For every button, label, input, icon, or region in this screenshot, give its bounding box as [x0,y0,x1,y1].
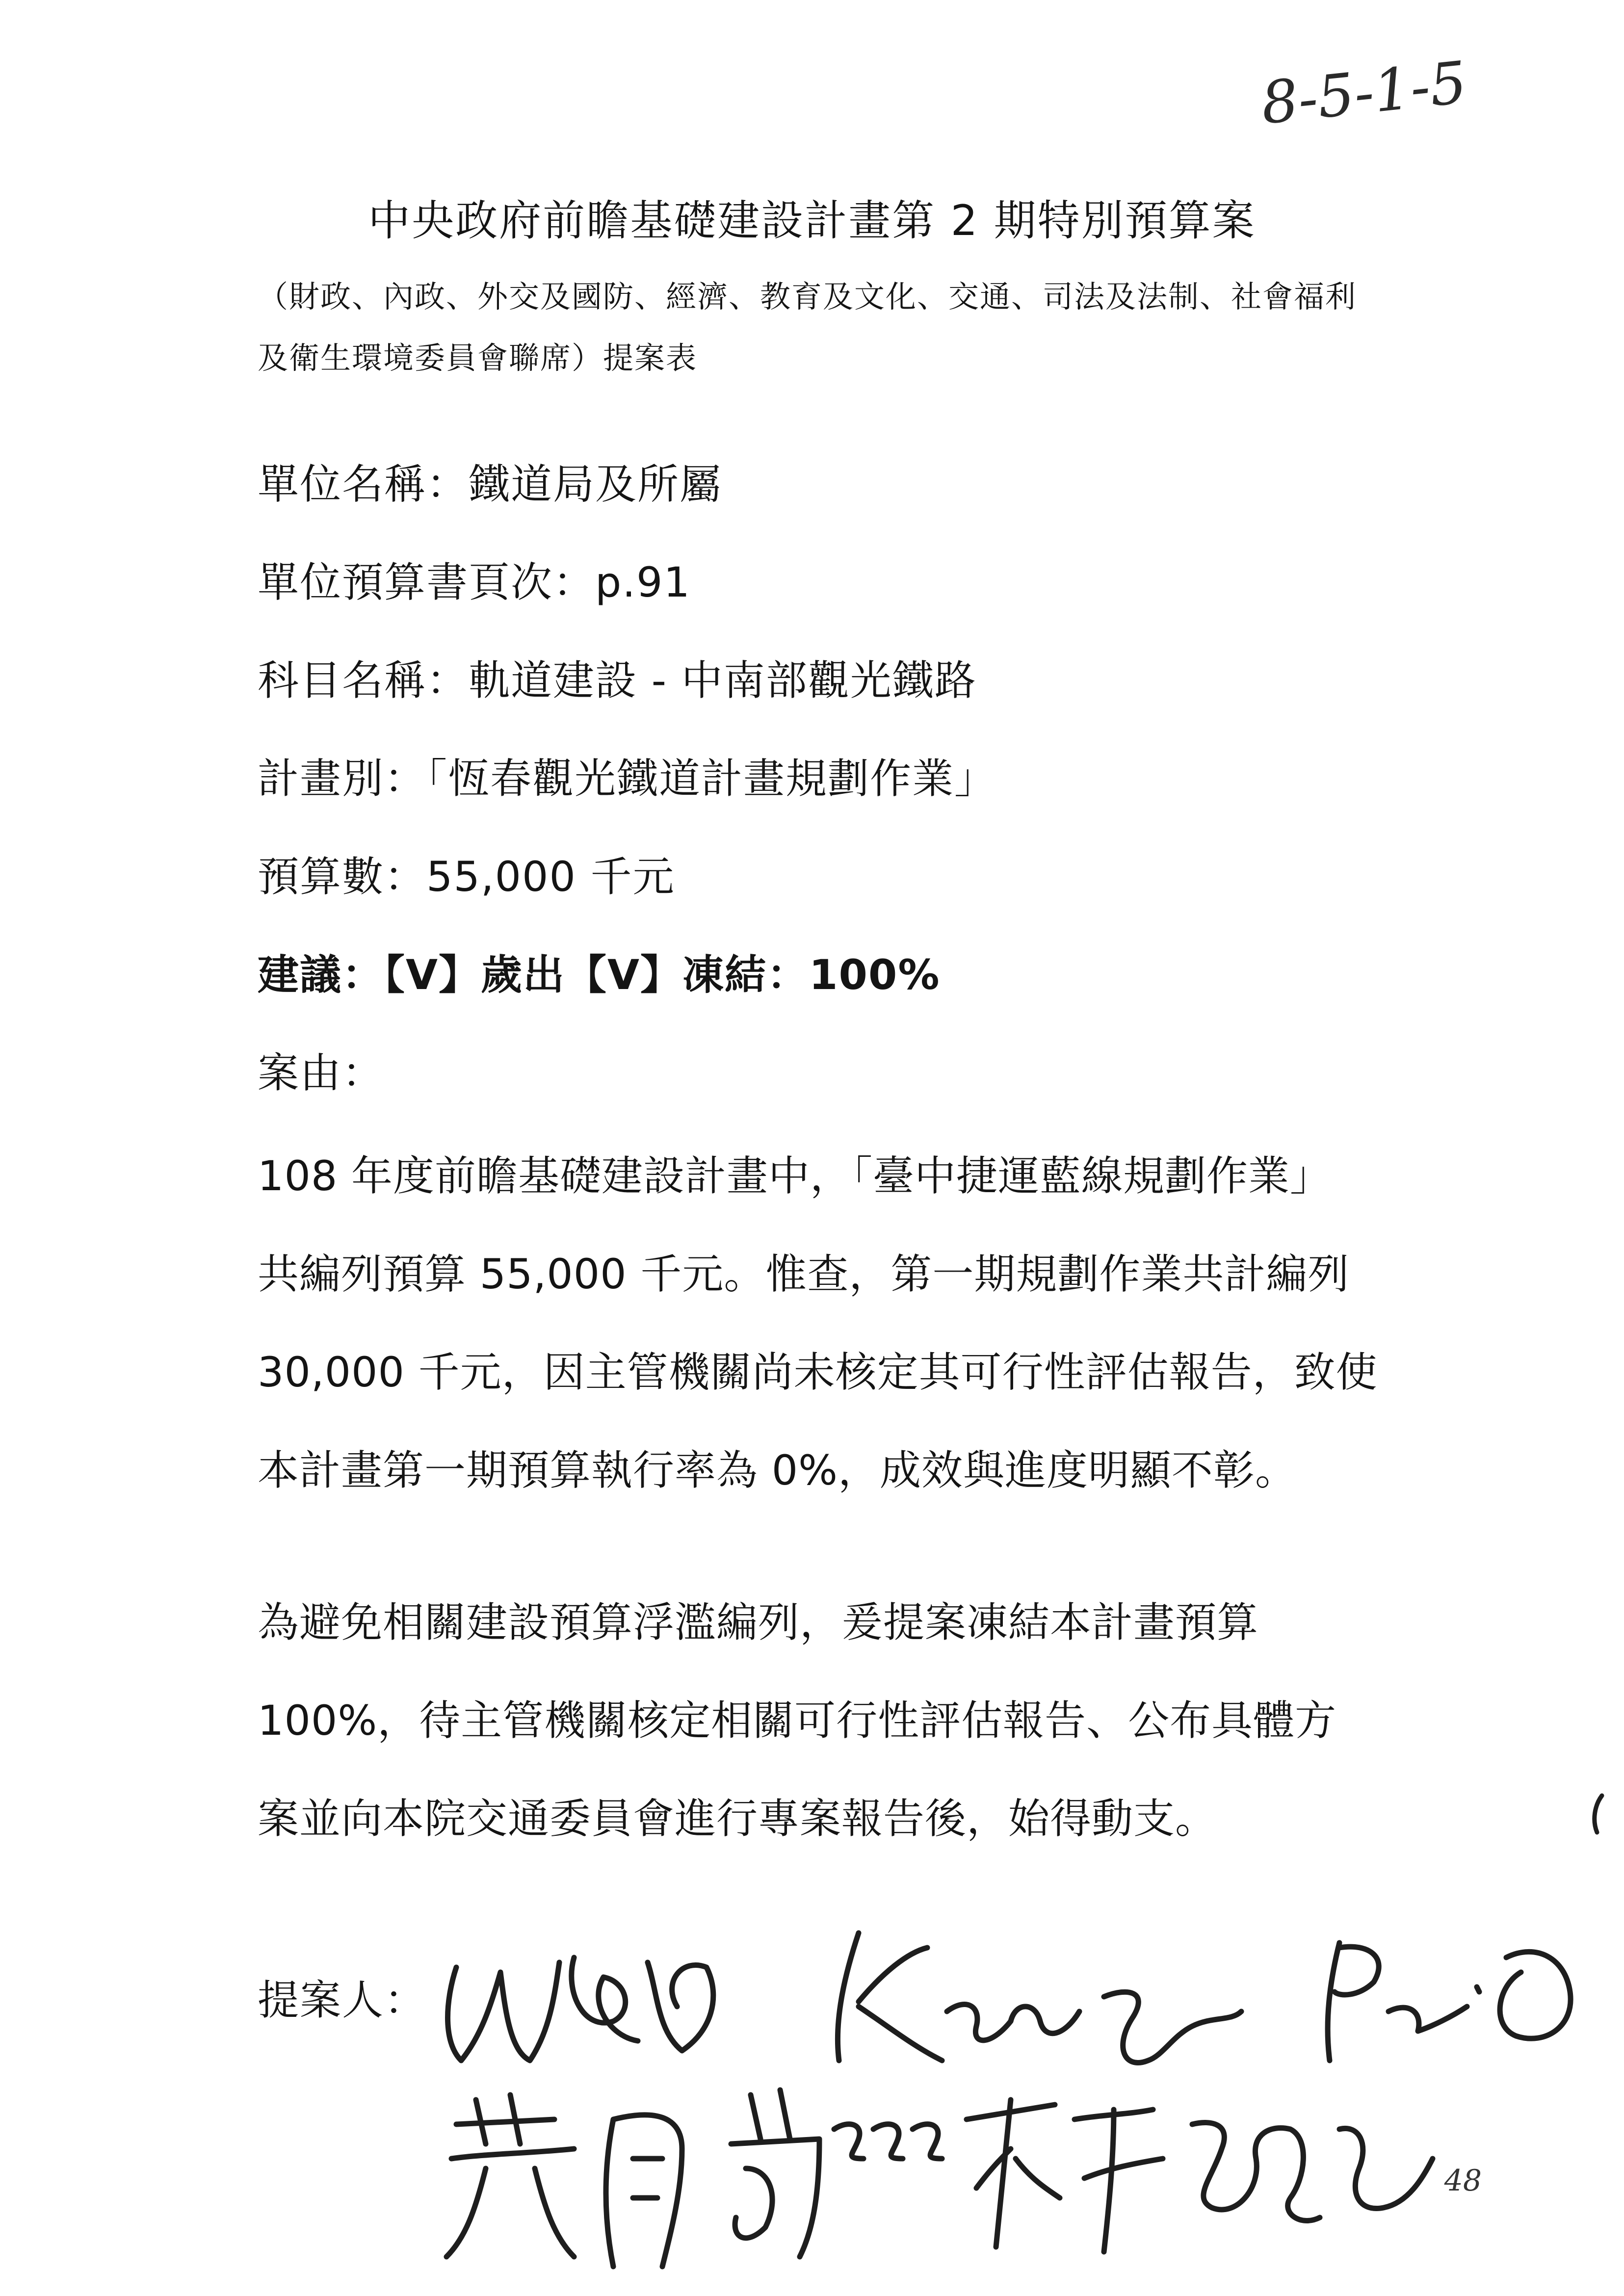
reason-line: 共編列預算 55,000 千元。惟查，第一期規劃作業共計編列 [258,1250,1350,1298]
budget-amount-field: 預算數：55,000 千元 [258,853,675,901]
proposer-label: 提案人： [258,1976,427,2024]
stray-pen-mark [1587,1791,1607,1840]
unit-name-field: 單位名稱：鐵道局及所屬 [258,460,722,508]
reason-label: 案由： [258,1049,385,1097]
committee-line-2: 及衛生環境委員會聯席）提案表 [258,340,698,376]
proposal-line: 100%，待主管機關核定相關可行性評估報告、公布具體方 [258,1696,1337,1745]
suggestion-field: 建議：【V】歲出【V】凍結：100% [258,951,941,999]
document-title: 中央政府前瞻基礎建設計畫第 2 期特別預算案 [368,196,1256,245]
handwritten-signatures [427,1913,1604,2296]
handwritten-code: 8-5-1-5 [1257,48,1470,137]
budget-page-field: 單位預算書頁次：p.91 [258,558,691,606]
proposal-line: 為避免相關建設預算浮濫編列，爰提案凍結本計畫預算 [258,1598,1259,1646]
committee-line-1: （財政、內政、外交及國防、經濟、教育及文化、交通、司法及法制、社會福利 [258,279,1357,314]
page-number: 48 [1444,2164,1482,2198]
reason-line: 30,000 千元，因主管機關尚未核定其可行性評估報告，致使 [258,1348,1378,1396]
reason-line: 本計畫第一期預算執行率為 0%，成效與進度明顯不彰。 [258,1446,1297,1494]
proposal-line: 案並向本院交通委員會進行專案報告後，始得動支。 [258,1795,1217,1843]
subject-name-field: 科目名稱：軌道建設 - 中南部觀光鐵路 [258,656,977,704]
reason-line: 108 年度前瞻基礎建設計畫中，「臺中捷運藍線規劃作業」 [258,1152,1332,1200]
plan-field: 計畫別：「恆春觀光鐵道計畫規劃作業」 [258,755,997,803]
